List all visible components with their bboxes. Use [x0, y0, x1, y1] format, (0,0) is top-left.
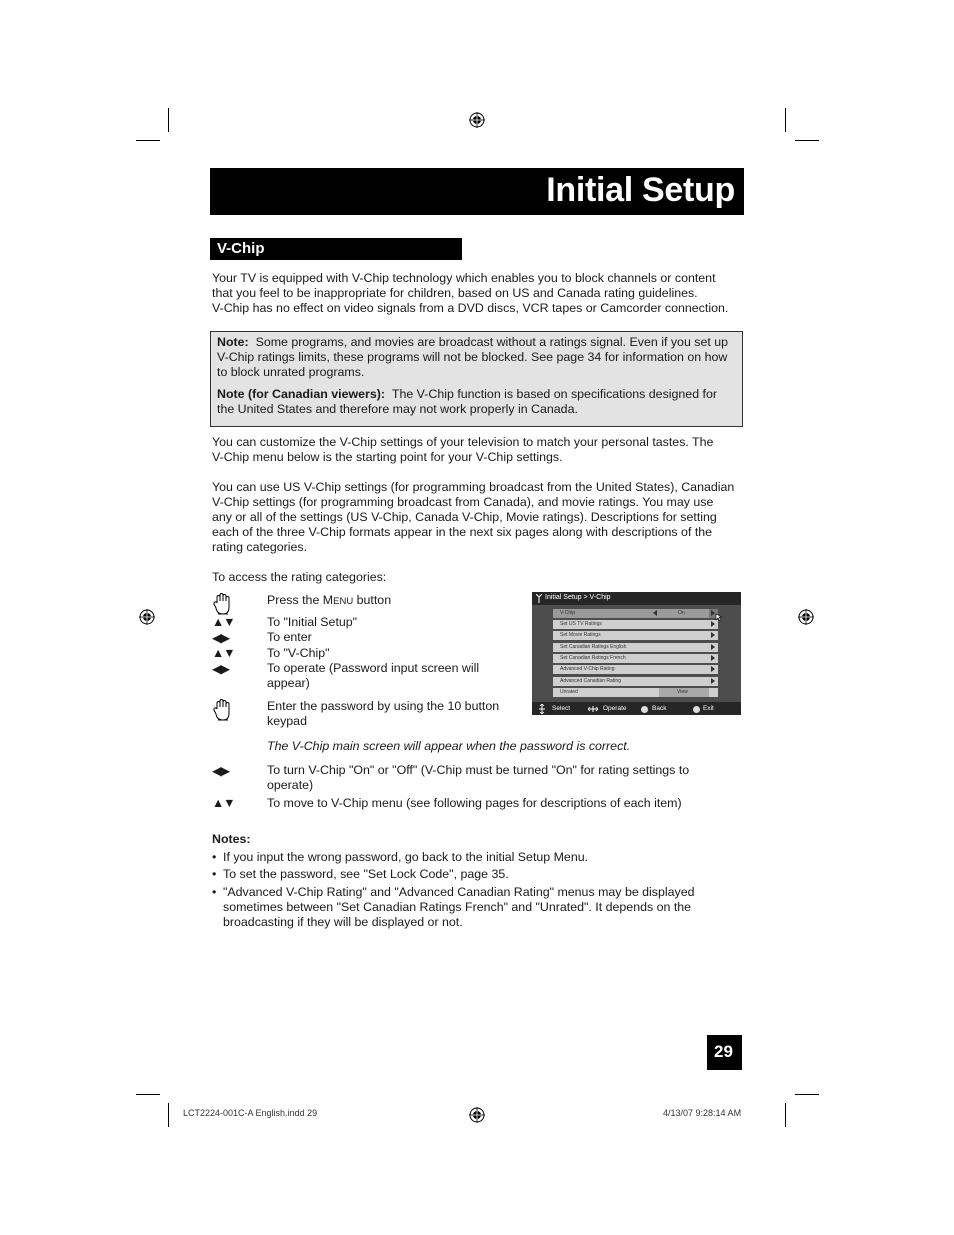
text-line: To turn V-Chip "On" or "Off" (V-Chip must be turned "On" for rating settings to: [267, 763, 690, 777]
osd-back-label: Back: [652, 705, 667, 712]
osd-row-label: Set US TV Ratings: [560, 621, 602, 627]
osd-unrated-row: [553, 688, 718, 697]
left-arrow-icon: [653, 610, 657, 616]
bullet-icon: •: [212, 867, 217, 881]
left-right-arrows-icon: ◀▶: [212, 764, 230, 778]
text-line: Enter the password by using the 10 button: [267, 699, 500, 713]
crop-mark: [785, 1103, 786, 1127]
vchip-menu-screenshot: [532, 592, 741, 715]
text-line: "Advanced V-Chip Rating" and "Advanced Canadian Rating" menus may be displayed: [223, 885, 695, 899]
crop-mark: [168, 108, 169, 132]
password-correct-note: The V-Chip main screen will appear when the password is correct.: [267, 739, 631, 753]
note-text: To set the password, see "Set Lock Code", page 35.: [223, 867, 509, 881]
text-line: V-Chip menu below is the starting point for your V-Chip settings.: [212, 450, 563, 464]
osd-header: [532, 592, 741, 605]
remote-hand-icon: [212, 592, 236, 616]
step-text: To enter: [267, 630, 312, 644]
bullet-icon: •: [212, 850, 217, 864]
step-text: To "V-Chip": [267, 646, 330, 660]
osd-select-label: Select: [552, 705, 571, 712]
text-line: To operate (Password input screen will: [267, 661, 480, 675]
osd-row-label: Advanced Canadian Rating: [560, 678, 621, 684]
list-item: [212, 850, 742, 865]
antenna-icon: [536, 594, 542, 603]
text-line: the United States and therefore may not work properly in Canada.: [217, 402, 578, 416]
registration-mark-icon: [139, 609, 155, 625]
text-line: You can use US V-Chip settings (for programming broadcast from the United States), Canadian: [212, 480, 735, 494]
crop-mark: [785, 108, 786, 132]
text-line: any or all of the settings (US V-Chip, Canada V-Chip, Movie ratings). Descriptions for setting: [212, 510, 717, 524]
text-line: V-Chip settings (for programming broadcast from Canada), and movie ratings. You may use: [212, 495, 714, 509]
section-heading-bar: [210, 238, 462, 260]
access-label: To access the rating categories:: [212, 570, 387, 584]
left-right-arrows-icon: ◀▶: [212, 662, 230, 676]
text-line: to block unrated programs.: [217, 365, 365, 379]
step-text: To "Initial Setup": [267, 615, 358, 629]
list-item: [212, 885, 742, 930]
back-button-icon: [641, 706, 648, 713]
customize-paragraph: [212, 435, 744, 465]
osd-breadcrumb: Initial Setup > V-Chip: [545, 594, 611, 601]
page-number-box: [707, 1035, 742, 1070]
notes-heading: Notes:: [212, 832, 251, 846]
step-text: button: [353, 593, 392, 607]
right-arrow-icon: [711, 666, 715, 672]
text-line: operate): [267, 778, 314, 792]
registration-mark-icon: [469, 112, 485, 128]
bullet-icon: •: [212, 885, 217, 899]
text-line: V-Chip ratings limits, these programs will not be blocked. See page 34 for information on how: [217, 350, 728, 364]
osd-menu-item: [553, 654, 718, 663]
step-text: To move to V-Chip menu (see following pages for descriptions of each item): [267, 796, 682, 810]
step-text: [267, 661, 479, 691]
osd-row-label: Unrated: [560, 689, 578, 695]
up-down-arrows-icon: ▲▼: [212, 615, 235, 629]
text-line: each of the three V-Chip formats appear in the next six pages along with descriptions of the: [212, 525, 713, 539]
osd-row-label: Set Canadian Ratings French: [560, 655, 626, 661]
canada-note-label: Note (for Canadian viewers):: [217, 387, 385, 401]
text-line: The V-Chip function is based on specifications designed for: [391, 387, 717, 401]
right-arrow-icon: [711, 678, 715, 684]
osd-menu-item: [553, 631, 718, 640]
page-number: 29: [714, 1042, 733, 1061]
note-box: [210, 331, 743, 427]
intro-paragraph: [212, 271, 744, 316]
text-line: Some programs, and movies are broadcast without a ratings signal. Even if you set up: [255, 335, 729, 349]
crop-mark: [136, 1094, 160, 1095]
osd-menu-item: [553, 677, 718, 686]
registration-mark-icon: [798, 609, 814, 625]
step-text: Press the: [267, 593, 323, 607]
footer-filename: LCT2224-001C-A English.indd 29: [183, 1108, 318, 1118]
usage-paragraph: [212, 480, 744, 555]
dpad-updown-icon: [537, 704, 547, 714]
left-right-arrows-icon: ◀▶: [212, 631, 230, 645]
osd-row-label: Set Canadian Ratings English: [560, 644, 627, 650]
right-arrow-icon: [711, 644, 715, 650]
remote-hand-icon: [212, 698, 236, 722]
crop-mark: [168, 1103, 169, 1127]
up-down-arrows-icon: ▲▼: [212, 646, 235, 660]
page-title-bar: [210, 168, 744, 215]
right-arrow-icon: [711, 621, 715, 627]
osd-menu-item: [553, 643, 718, 652]
note-paragraph: [217, 335, 737, 380]
up-down-arrows-icon: ▲▼: [212, 796, 235, 810]
osd-menu-item: [553, 620, 718, 629]
crop-mark: [136, 140, 160, 141]
registration-mark-icon: [469, 1107, 485, 1123]
page-title: Initial Setup: [546, 171, 735, 209]
dpad-leftright-icon: [588, 704, 598, 714]
menu-keyword: M: [322, 593, 334, 607]
list-item: [212, 867, 742, 882]
text-line: keypad: [267, 714, 307, 728]
osd-operate-label: Operate: [603, 705, 627, 712]
osd-row-label: V-Chip: [560, 610, 576, 616]
text-line: appear): [267, 676, 310, 690]
section-heading: V-Chip: [217, 240, 265, 257]
exit-button-icon: [693, 706, 700, 713]
text-line: that you feel to be inappropriate for children, based on US and Canada rating guidelines.: [212, 286, 698, 300]
osd-exit-label: Exit: [703, 705, 714, 712]
menu-keyword: ENU: [333, 596, 354, 607]
osd-vchip-row: [553, 609, 718, 618]
step-text: [267, 763, 689, 793]
osd-view-label: View: [677, 689, 688, 695]
text-line: You can customize the V-Chip settings of your television to match your personal tastes. The: [212, 435, 714, 449]
osd-footer: [532, 702, 741, 715]
right-arrow-icon: [711, 655, 715, 661]
osd-row-label: Set Movie Ratings: [560, 632, 601, 638]
step-press-menu: [267, 593, 391, 609]
step-text: [267, 699, 499, 729]
text-line: Your TV is equipped with V-Chip technology which enables you to block channels or content: [212, 271, 716, 285]
note-label: Note:: [217, 335, 249, 349]
crop-mark: [795, 140, 819, 141]
osd-row-label: Advanced V-Chip Rating: [560, 666, 615, 672]
text-line: sometimes between "Set Canadian Ratings French" and "Unrated". It depends on the: [223, 900, 692, 914]
right-arrow-icon: [711, 632, 715, 638]
osd-menu-item: [553, 665, 718, 674]
crop-mark: [795, 1094, 819, 1095]
text-line: broadcasting if they will be displayed or not.: [223, 915, 463, 929]
osd-vchip-value: On: [678, 610, 685, 616]
notes-list: [212, 850, 742, 930]
canada-note-paragraph: [217, 387, 737, 417]
text-line: V-Chip has no effect on video signals from a DVD discs, VCR tapes or Camcorder connection.: [212, 301, 729, 315]
note-text: If you input the wrong password, go back to the initial Setup Menu.: [223, 850, 589, 864]
text-line: rating categories.: [212, 540, 308, 554]
footer-timestamp: 4/13/07 9:28:14 AM: [663, 1108, 742, 1118]
